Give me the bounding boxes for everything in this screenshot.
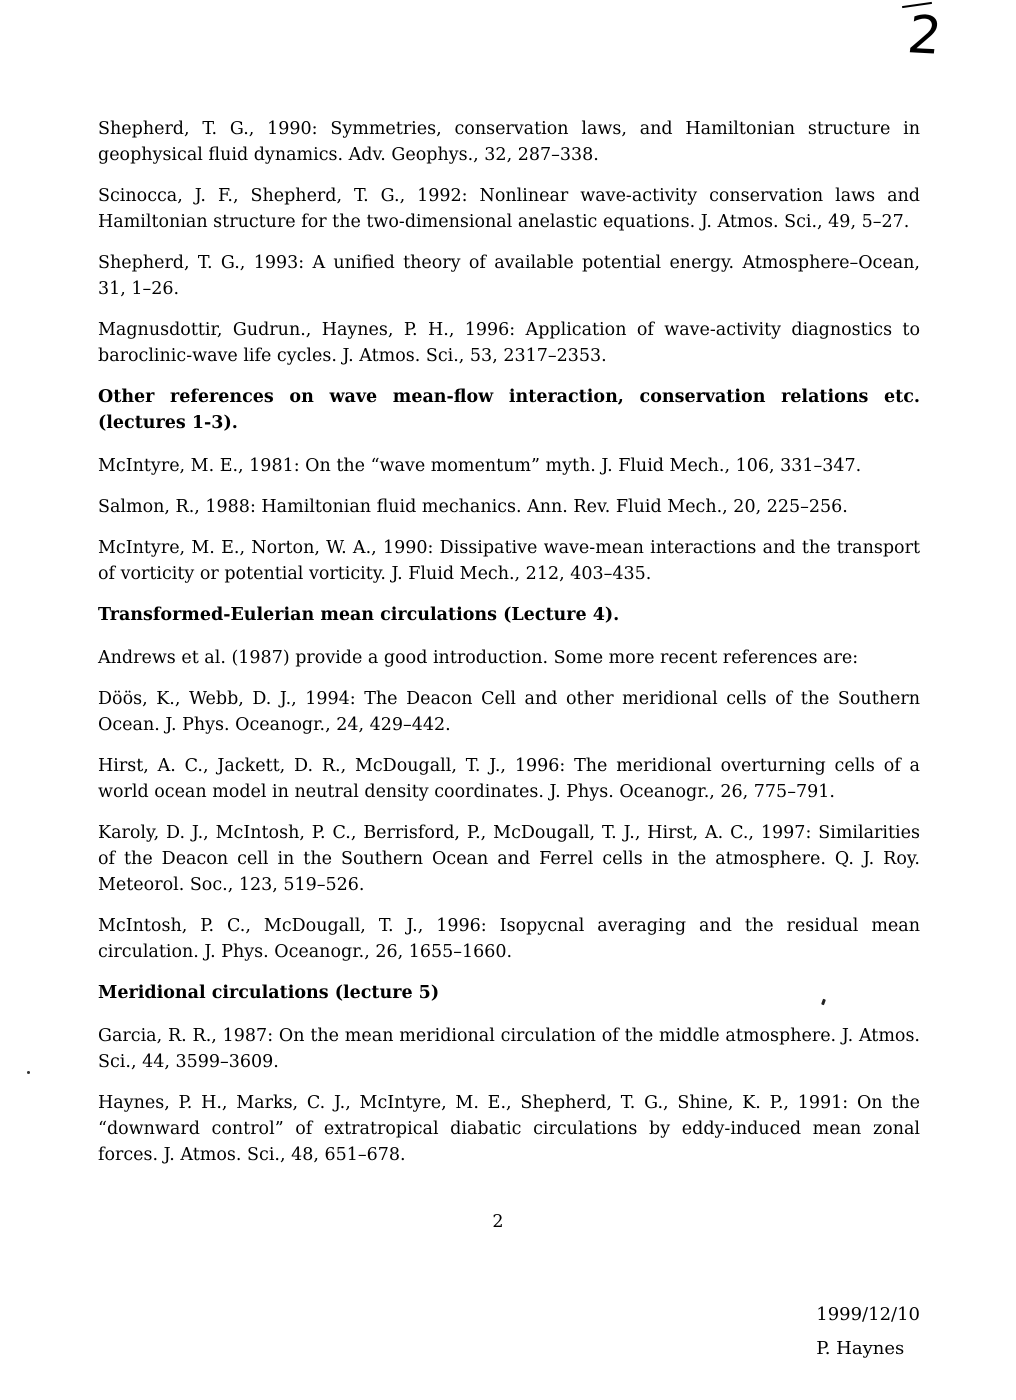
reference-entry: Döös, K., Webb, D. J., 1994: The Deacon Cell and other meridional cells of the Southern Ocean. J. Phys. Oceanogr., 24, 429–442. (98, 689, 920, 735)
intro-paragraph: Andrews et al. (1987) provide a good introduction. Some more recent references are: (98, 648, 859, 668)
reference-entry: Haynes, P. H., Marks, C. J., McIntyre, M. E., Shepherd, T. G., Shine, K. P., 1991: On the “downward control” of extratropical diabatic circulations by eddy-induced mean zonal forces. J. Atmos. Sci., 48, 651–678. (98, 1093, 920, 1165)
reference-entry: McIntosh, P. C., McDougall, T. J., 1996: Isopycnal averaging and the residual mean circulation. J. Phys. Oceanogr., 26, 1655–1660. (98, 916, 920, 962)
reference-entry: McIntyre, M. E., 1981: On the “wave momentum” myth. J. Fluid Mech., 106, 331–347. (98, 456, 862, 476)
reference-entry: McIntyre, M. E., Norton, W. A., 1990: Dissipative wave-mean interactions and the transport of vorticity or potential vorticity. J. Fluid Mech., 212, 403–435. (98, 538, 920, 584)
scan-speck-left (27, 1071, 30, 1074)
reference-entry: Shepherd, T. G., 1993: A unified theory of available potential energy. Atmosphere–Ocean, 31, 1–26. (98, 253, 920, 299)
reference-entry: Karoly, D. J., McIntosh, P. C., Berrisford, P., McDougall, T. J., Hirst, A. C., 1997: Similarities of the Deacon cell in the Southern Ocean and Ferrel cells in the atmosphere. Q. J. Roy. Meteorol. Soc., 123, 519–526. (98, 823, 920, 895)
reference-entry: Scinocca, J. F., Shepherd, T. G., 1992: Nonlinear wave-activity conservation laws and Hamiltonian structure for the two-dimensional anelastic equations. J. Atmos. Sci., 49, 5–27. (98, 186, 920, 232)
footer-author: P. Haynes (816, 1338, 905, 1359)
reference-entry: Garcia, R. R., 1987: On the mean meridional circulation of the middle atmosphere. J. Atmos. Sci., 44, 3599–3609. (98, 1026, 920, 1072)
section-heading-meridional-circulations: Meridional circulations (lecture 5) (98, 983, 440, 1003)
section-heading-other-references: Other references on wave mean-flow interaction, conservation relations etc. (lectures 1-3). (98, 387, 920, 433)
reference-list (98, 116, 920, 1183)
footer-block (816, 1298, 920, 1366)
handwritten-page-number: 2 (904, 5, 945, 67)
page-number: 2 (492, 1212, 504, 1232)
footer-date: 1999/12/10 (816, 1304, 920, 1325)
reference-entry: Magnusdottir, Gudrun., Haynes, P. H., 1996: Application of wave-activity diagnostics to baroclinic-wave life cycles. J. Atmos. Sci., 53, 2317–2353. (98, 320, 920, 366)
reference-entry: Shepherd, T. G., 1990: Symmetries, conservation laws, and Hamiltonian structure in geophysical fluid dynamics. Adv. Geophys., 32, 287–338. (98, 119, 920, 165)
reference-entry: Salmon, R., 1988: Hamiltonian fluid mechanics. Ann. Rev. Fluid Mech., 20, 225–256. (98, 497, 848, 517)
reference-entry: Hirst, A. C., Jackett, D. R., McDougall, T. J., 1996: The meridional overturning cells of a world ocean model in neutral density coordinates. J. Phys. Oceanogr., 26, 775–791. (98, 756, 920, 802)
section-heading-transformed-eulerian: Transformed-Eulerian mean circulations (Lecture 4). (98, 605, 620, 625)
